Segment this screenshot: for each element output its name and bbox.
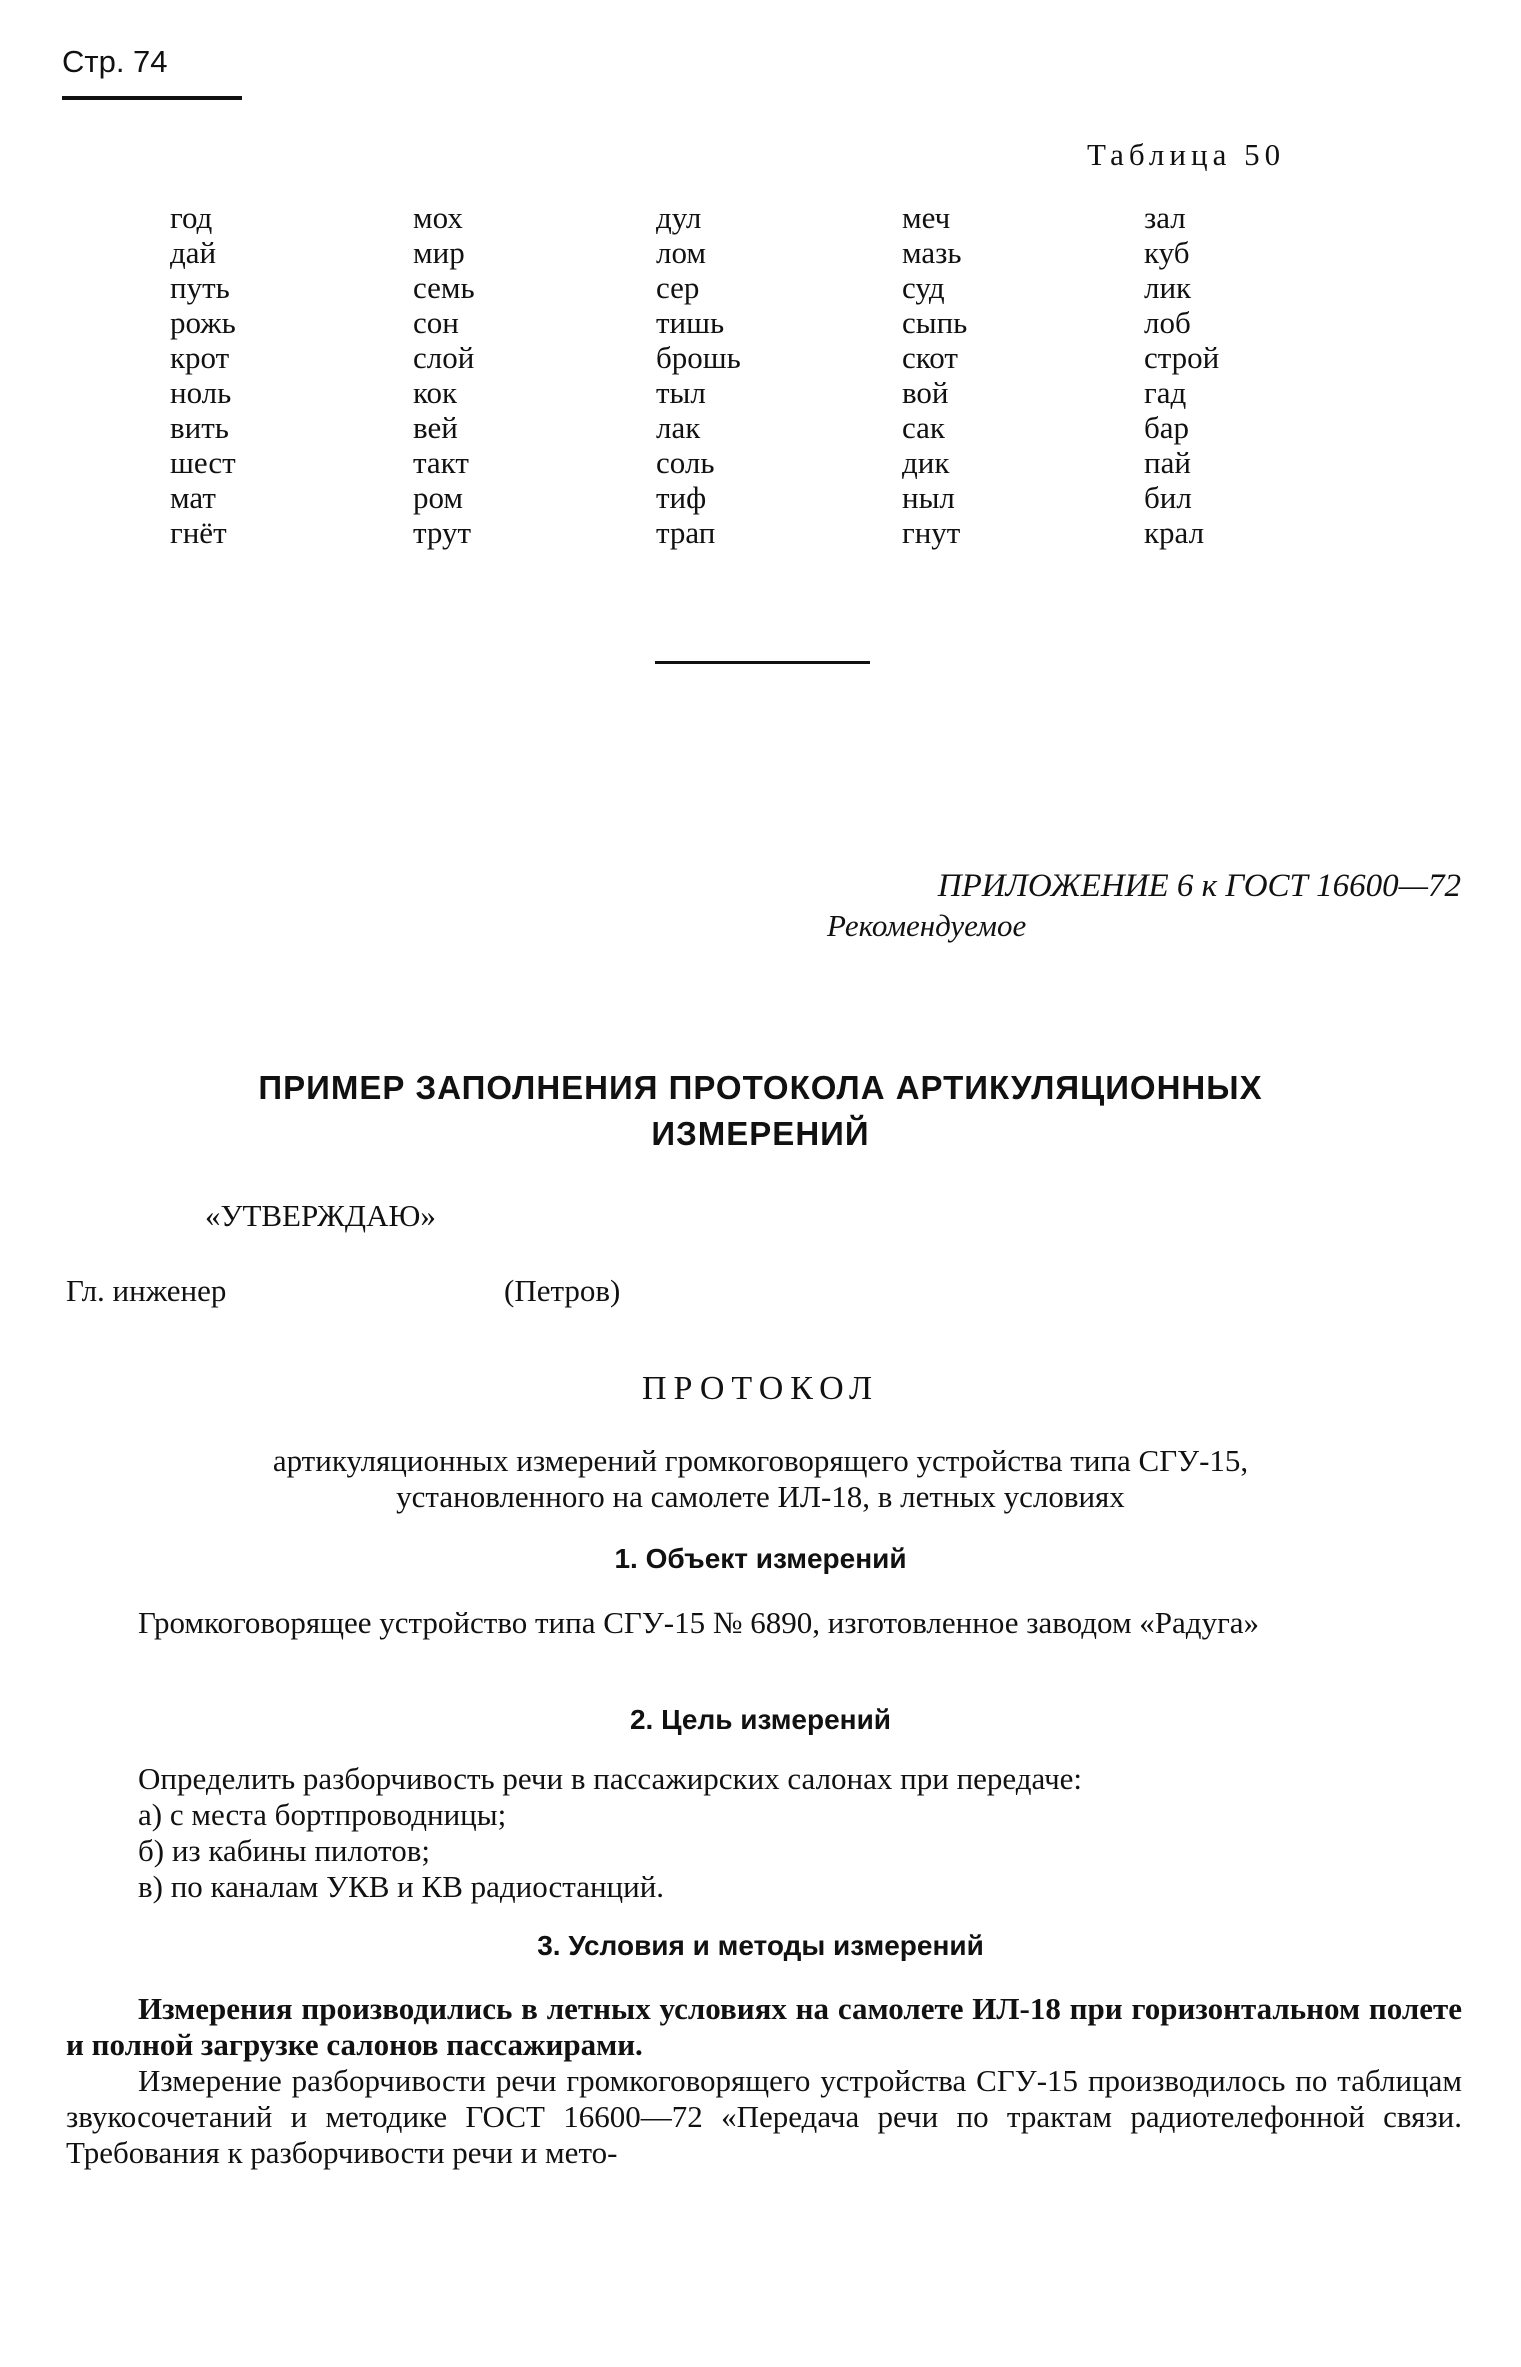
document-title — [0, 1065, 1521, 1157]
section-2-list-item: в) по каналам УКВ и КВ радиостанций. — [138, 1869, 665, 1904]
section-1-title: 1. Объект измерений — [614, 1543, 907, 1574]
section-2-title: 2. Цель измерений — [629, 1704, 891, 1735]
table-word: слой — [413, 340, 475, 375]
table-word: крот — [170, 340, 230, 375]
table-word: суд — [902, 270, 945, 305]
appendix-status: Рекомендуемое — [827, 908, 1027, 943]
table-word: путь — [170, 270, 230, 305]
table-word: соль — [656, 445, 715, 480]
table-word: мат — [170, 480, 216, 515]
table-word: мазь — [902, 235, 962, 270]
table-word: тыл — [656, 375, 706, 410]
document-title-line-1: ПРИМЕР ЗАПОЛНЕНИЯ ПРОТОКОЛА АРТИКУЛЯЦИОННЫХ — [258, 1069, 1263, 1106]
table-word: тиф — [656, 480, 707, 515]
section-1-text: Громкоговорящее устройство типа СГУ-15 № 6890, изготовленное заводом «Радуга» — [138, 1605, 1260, 1640]
table-word: вей — [413, 410, 458, 445]
table-word: сер — [656, 270, 700, 305]
signer-role: Гл. инженер — [66, 1273, 227, 1308]
word-column-2 — [413, 200, 475, 550]
table-word: скот — [902, 340, 958, 375]
appendix-label: ПРИЛОЖЕНИЕ 6 к ГОСТ 16600—72 — [937, 868, 1461, 904]
table-word: шест — [170, 445, 236, 480]
table-word: тишь — [656, 305, 725, 340]
table-word: вить — [170, 410, 229, 445]
table-word: мох — [413, 200, 463, 235]
table-word: гнёт — [170, 515, 227, 550]
table-word: ныл — [902, 480, 955, 515]
table-word: семь — [413, 270, 475, 305]
table-word: трут — [413, 515, 472, 550]
table-word: бил — [1144, 480, 1192, 515]
section-2-list-item: а) с места бортпроводницы; — [138, 1797, 507, 1832]
table-word: вой — [902, 375, 949, 410]
word-column-5 — [1144, 200, 1219, 550]
table-word: лом — [656, 235, 706, 270]
table-word: кок — [413, 375, 458, 410]
table-word: рожь — [170, 305, 236, 340]
table-word: лак — [656, 410, 701, 445]
section-2-list-item: б) из кабины пилотов; — [138, 1833, 430, 1868]
table-word: мир — [413, 235, 465, 270]
table-title: Таблица 50 — [1087, 137, 1286, 172]
table-word: куб — [1144, 235, 1190, 270]
table-word: сак — [902, 410, 945, 445]
table-word: ром — [413, 480, 464, 515]
protocol-heading: ПРОТОКОЛ — [641, 1370, 880, 1407]
section-divider — [655, 661, 870, 664]
table-word: брошь — [656, 340, 741, 375]
document-title-line-2: ИЗМЕРЕНИЙ — [651, 1115, 870, 1152]
table-word: лоб — [1144, 305, 1191, 340]
table-word: бар — [1144, 410, 1190, 445]
word-column-1 — [170, 200, 236, 550]
table-word: меч — [902, 200, 951, 235]
table-word: дул — [656, 200, 702, 235]
table-word: трап — [656, 515, 716, 550]
approval-stamp: «УТВЕРЖДАЮ» — [205, 1198, 436, 1233]
table-word: зал — [1144, 200, 1186, 235]
table-word: сон — [413, 305, 459, 340]
table-word: гад — [1144, 375, 1187, 410]
table-word: такт — [413, 445, 469, 480]
table-word: строй — [1144, 340, 1220, 375]
table-word: гнут — [902, 515, 961, 550]
signer-name: (Петров) — [504, 1273, 621, 1308]
section-3-paragraph-2: Измерение разборчивости речи громкоговорящего устройства СГУ-15 производилось по таблицам звукосочетаний и методике ГОСТ 16600—72 «Передача речи по трактам радиотелефонной связи. Требования к разборчивости речи и мето- — [66, 2063, 1462, 2170]
section-3-title: 3. Условия и методы измерений — [537, 1930, 984, 1961]
page-number: Стр. 74 — [62, 44, 168, 79]
table-word: пай — [1144, 445, 1191, 480]
table-word: год — [170, 200, 213, 235]
table-word: лик — [1144, 270, 1192, 305]
table-word: дик — [902, 445, 950, 480]
page-number-underline — [62, 96, 242, 100]
table-word: дай — [170, 235, 217, 270]
section-2-text: Определить разборчивость речи в пассажирских салонах при передаче: — [138, 1761, 1083, 1796]
table-word: сыпь — [902, 305, 968, 340]
protocol-subtitle-line-2: установленного на самолете ИЛ-18, в летных условиях — [396, 1479, 1125, 1514]
table-word: ноль — [170, 375, 232, 410]
table-word: крал — [1144, 515, 1205, 550]
word-column-4 — [902, 200, 967, 550]
word-column-3 — [656, 200, 741, 550]
section-3-paragraph-1: Измерения производились в летных условиях на самолете ИЛ-18 при горизонтальном полете и полной загрузке салонов пассажирами. — [66, 1991, 1462, 2062]
protocol-subtitle-line-1: артикуляционных измерений громкоговорящего устройства типа СГУ-15, — [272, 1443, 1249, 1478]
